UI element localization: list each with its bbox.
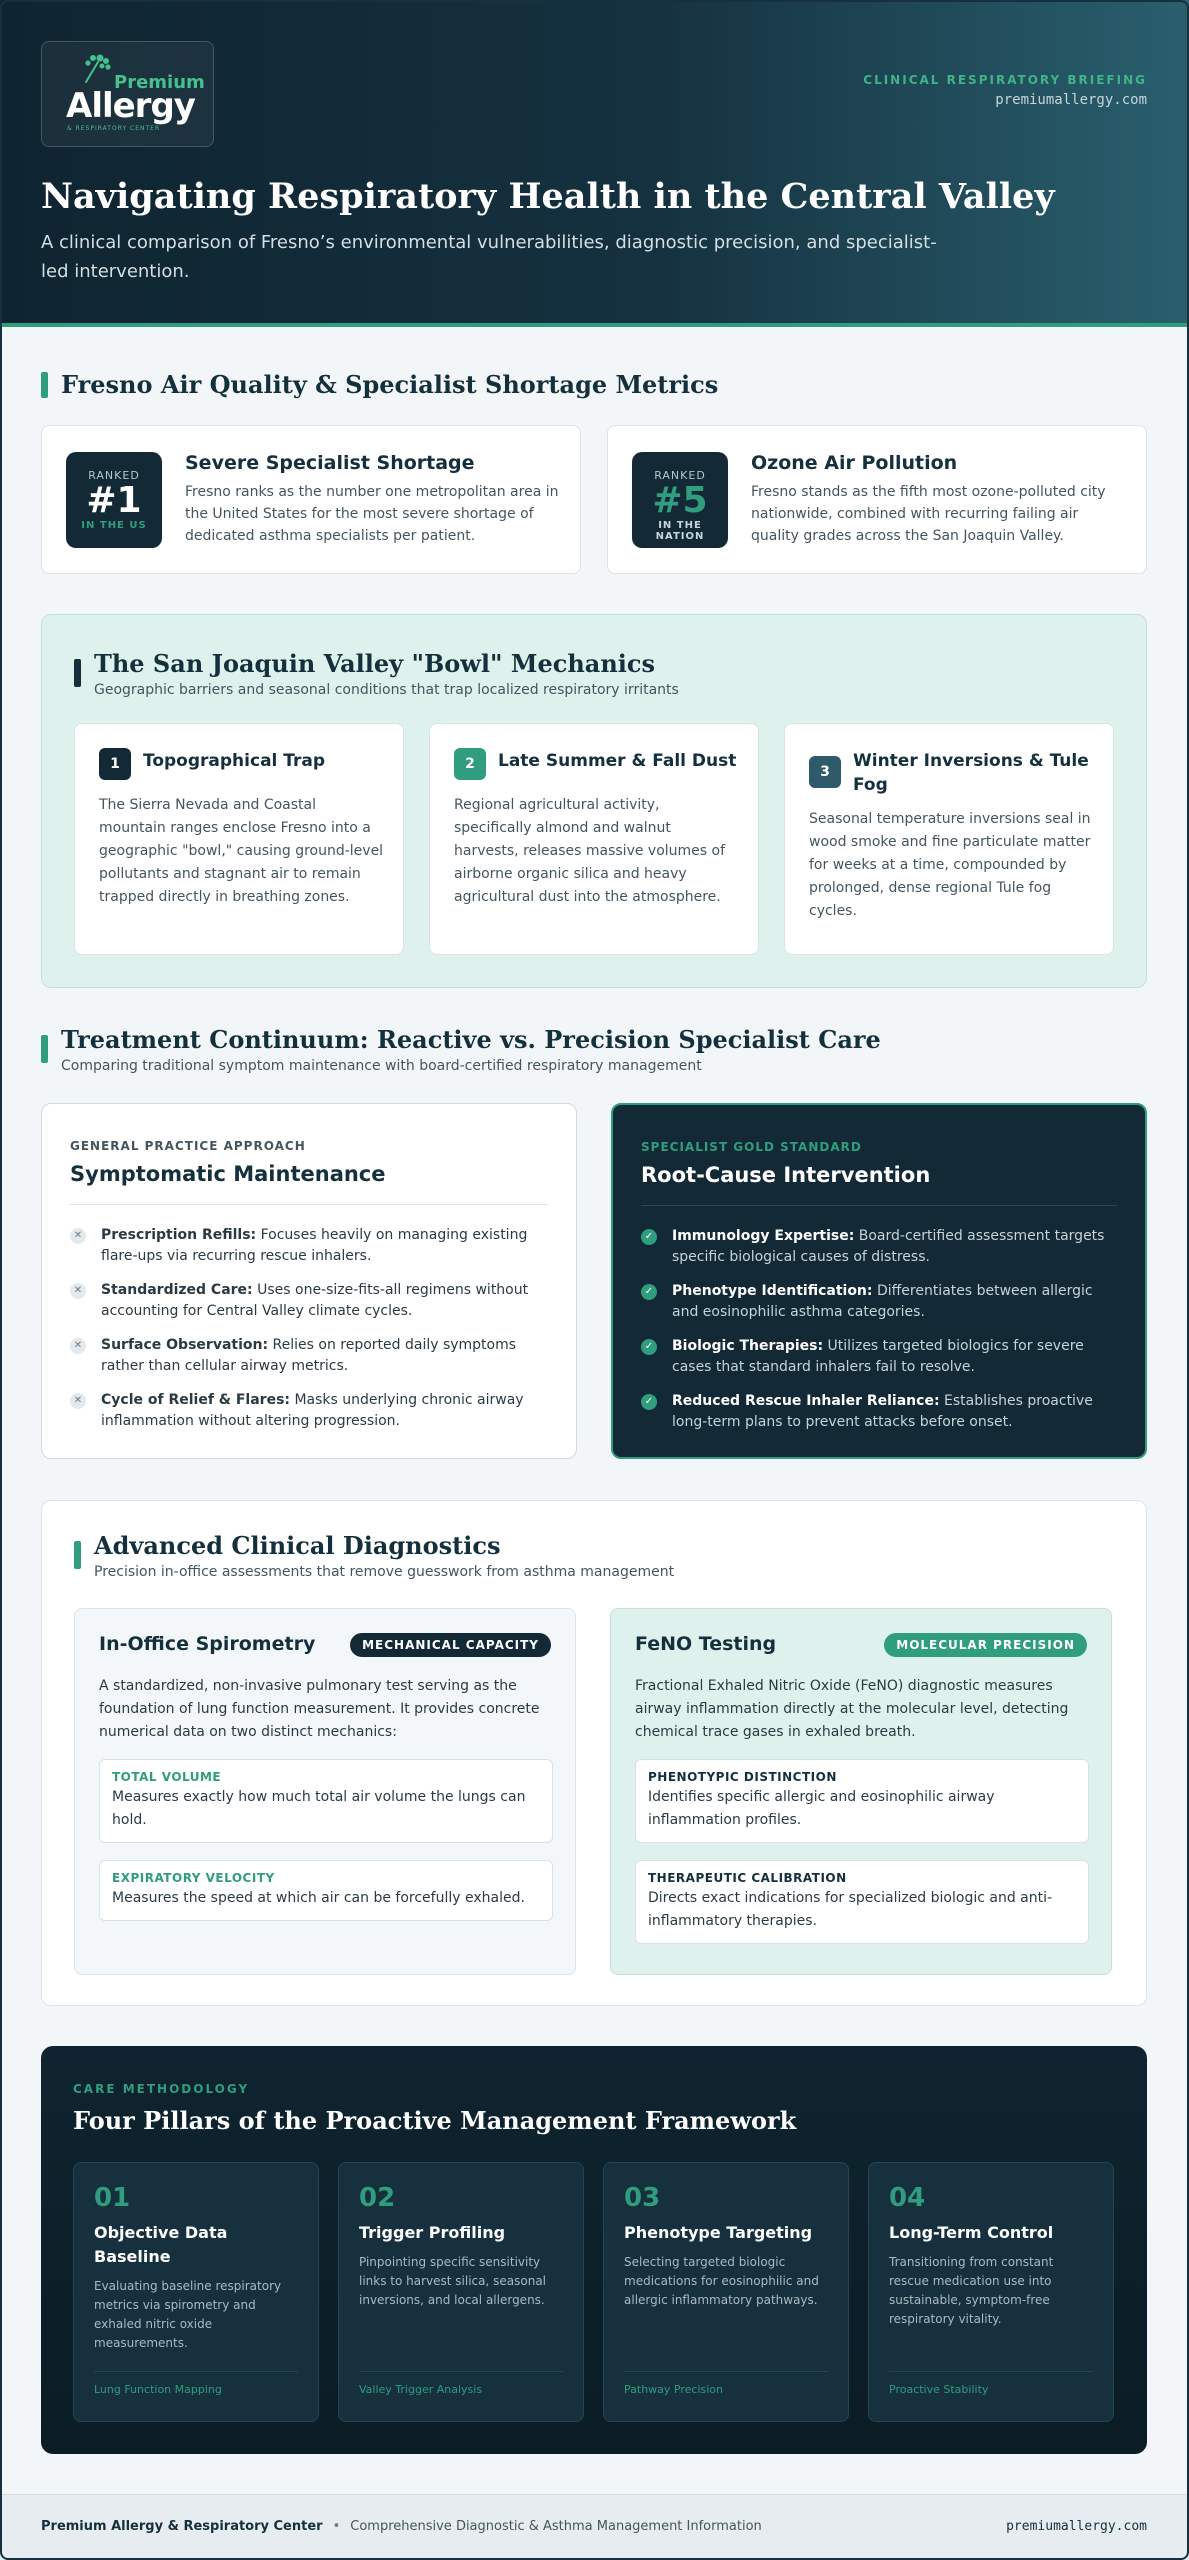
footer-org: Premium Allergy & Respiratory Center	[41, 2519, 323, 2534]
pillar-title: Phenotype Targeting	[624, 2223, 813, 2242]
feno-card	[610, 1608, 1112, 1975]
metric-text: Fresno stands as the fifth most ozone-polluted city nationwide, combined with recurring failing air quality grades across the San Joaquin Valley.	[751, 484, 1106, 544]
section-title: Fresno Air Quality & Specialist Shortage Metrics	[61, 370, 719, 399]
metric-card-ozone-pollution	[607, 425, 1147, 574]
metrics-section-heading	[41, 370, 718, 399]
metric-text: Fresno ranks as the number one metropolitan area in the United States for the most severe shortage of dedicated asthma specialists per patient.	[185, 484, 559, 544]
x-icon: ✕	[70, 1338, 86, 1354]
divider	[641, 1205, 1117, 1206]
item-label: Phenotype Identification:	[672, 1283, 873, 1299]
pillars-title: Four Pillars of the Proactive Management Framework	[73, 2106, 797, 2135]
checkmark-icon: ✓	[641, 1339, 657, 1355]
specialist-list-item	[641, 1391, 1121, 1433]
item-label: Biologic Therapies:	[672, 1338, 824, 1354]
bowl-heading	[74, 649, 679, 698]
section-accent-bar	[41, 1035, 48, 1063]
metric-box-heading: EXPIRATORY VELOCITY	[112, 1871, 275, 1885]
item-label: Surface Observation:	[101, 1337, 269, 1353]
footer-description: Comprehensive Diagnostic & Asthma Management Information	[350, 2519, 762, 2534]
card-text: A standardized, non-invasive pulmonary test serving as the foundation of lung function measurement. It provides concrete numerical data on two distinct mechanics:	[99, 1678, 540, 1740]
pillar-number: 02	[359, 2183, 396, 2213]
metric-box-heading: PHENOTYPIC DISTINCTION	[648, 1770, 837, 1784]
pillar-card-trigger-profiling	[338, 2162, 584, 2422]
item-label: Standardized Care:	[101, 1282, 253, 1298]
bowl-card-text: Seasonal temperature inversions seal in wood smoke and fine particulate matter for weeks at a time, compounded by prolonged, dense regional Tule fog cycles.	[809, 811, 1091, 919]
page-subtitle: A clinical comparison of Fresno’s environmental vulnerabilities, diagnostic precision, and specialist-led intervention.	[41, 232, 937, 282]
section-subtitle: Precision in-office assessments that remove guesswork from asthma management	[94, 1564, 675, 1580]
item-text: Relies on reported daily symptoms rather than cellular airway metrics.	[101, 1337, 517, 1374]
status-badge: MECHANICAL CAPACITY	[350, 1633, 551, 1657]
spirometry-card	[74, 1608, 576, 1975]
item-text: Uses one-size-fits-all regimens without accounting for Central Valley climate cycles.	[101, 1282, 529, 1319]
metric-box-total-volume	[99, 1759, 553, 1843]
header-site-link[interactable]: premiumallergy.com	[995, 92, 1147, 108]
metric-box-text: Directs exact indications for specialized biologic and anti-inflammatory therapies.	[648, 1890, 1053, 1929]
bowl-card-title: Late Summer & Fall Dust	[498, 751, 737, 771]
bowl-card-topographical-trap	[74, 723, 404, 955]
sparkle-icon	[78, 52, 114, 84]
bowl-card-title: Topographical Trap	[143, 751, 326, 771]
pillar-card-phenotype-targeting	[603, 2162, 849, 2422]
metric-card-specialist-shortage	[41, 425, 581, 574]
rank-scope: IN THE NATION	[655, 520, 705, 542]
pillar-tag: Lung Function Mapping	[94, 2383, 222, 2396]
section-title: The San Joaquin Valley "Bowl" Mechanics	[94, 649, 656, 678]
footer-separator: •	[332, 2519, 341, 2534]
rank-label: RANKED	[654, 469, 706, 482]
page-title: Navigating Respiratory Health in the Central Valley	[41, 176, 1055, 217]
metric-title: Ozone Air Pollution	[751, 452, 958, 474]
pillar-number: 03	[624, 2183, 661, 2213]
card-title: Symptomatic Maintenance	[70, 1162, 386, 1186]
divider	[624, 2371, 828, 2372]
bowl-mechanics-panel	[41, 614, 1147, 988]
gp-list-item	[70, 1280, 550, 1322]
footer-site-link[interactable]: premiumallergy.com	[1006, 2519, 1147, 2534]
metric-title: Severe Specialist Shortage	[185, 452, 475, 474]
item-label: Prescription Refills:	[101, 1227, 257, 1243]
pillar-title: Trigger Profiling	[359, 2223, 506, 2242]
pillar-number: 04	[889, 2183, 926, 2213]
item-text: Establishes proactive long-term plans to prevent attacks before onset.	[672, 1393, 1093, 1430]
specialist-list-item	[641, 1336, 1121, 1378]
divider	[359, 2371, 563, 2372]
pillar-text: Selecting targeted biologic medications for eosinophilic and allergic inflammatory pathways.	[624, 2255, 819, 2307]
general-practice-card	[41, 1103, 577, 1459]
metric-box-text: Measures exactly how much total air volume the lungs can hold.	[112, 1789, 526, 1828]
rank-badge	[632, 452, 728, 548]
rank-scope: IN THE US	[81, 520, 147, 531]
pillar-number: 01	[94, 2183, 131, 2213]
card-title: In-Office Spirometry	[99, 1633, 316, 1655]
bowl-card-text: The Sierra Nevada and Coastal mountain ranges enclose Fresno into a geographic "bowl," causing ground-level pollutants and stagnant air to remain trapped directly in breathing zones.	[99, 797, 384, 905]
x-icon: ✕	[70, 1393, 86, 1409]
specialist-list-item	[641, 1281, 1121, 1323]
bowl-card-title: Winter Inversions & Tule Fog	[853, 751, 1089, 795]
section-accent-bar	[74, 659, 81, 687]
section-title: Treatment Continuum: Reactive vs. Precision Specialist Care	[61, 1025, 881, 1054]
step-number-badge: 1	[99, 748, 131, 780]
pillar-tag: Pathway Precision	[624, 2383, 723, 2396]
rank-number: #5	[652, 480, 708, 521]
x-icon: ✕	[70, 1283, 86, 1299]
bowl-card-summer-dust	[429, 723, 759, 955]
item-text: Board-certified assessment targets specific biological causes of distress.	[672, 1228, 1105, 1265]
treatment-section-heading	[41, 1025, 881, 1074]
step-number-badge: 2	[454, 748, 486, 780]
metric-box-text: Measures the speed at which air can be forcefully exhaled.	[112, 1890, 525, 1906]
status-badge: MOLECULAR PRECISION	[884, 1633, 1087, 1657]
card-title: FeNO Testing	[635, 1633, 777, 1655]
section-accent-bar	[41, 372, 48, 398]
item-label: Cycle of Relief & Flares:	[101, 1392, 291, 1408]
section-accent-bar	[74, 1541, 81, 1569]
divider	[70, 1204, 548, 1205]
specialist-card	[611, 1103, 1147, 1459]
specialist-list-item	[641, 1226, 1121, 1268]
pillar-card-objective-data	[73, 2162, 319, 2422]
metric-box-text: Identifies specific allergic and eosinophilic airway inflammation profiles.	[648, 1789, 995, 1828]
pillars-kicker: CARE METHODOLOGY	[73, 2082, 250, 2096]
item-label: Reduced Rescue Inhaler Reliance:	[672, 1393, 940, 1409]
card-text: Fractional Exhaled Nitric Oxide (FeNO) diagnostic measures airway inflammation directly at the molecular level, detecting chemical trace gases in exhaled breath.	[635, 1678, 1069, 1740]
logo-premium-text: Premium	[114, 72, 205, 93]
footer-info	[41, 2519, 762, 2534]
item-text: Masks underlying chronic airway inflammation without altering progression.	[101, 1392, 524, 1429]
divider	[889, 2371, 1093, 2372]
pillar-text: Evaluating baseline respiratory metrics via spirometry and exhaled nitric oxide measurements.	[94, 2279, 282, 2350]
pillar-tag: Proactive Stability	[889, 2383, 989, 2396]
checkmark-icon: ✓	[641, 1394, 657, 1410]
item-text: Focuses heavily on managing existing flare-ups via recurring rescue inhalers.	[101, 1227, 528, 1264]
gp-list-item	[70, 1390, 550, 1432]
bowl-card-winter-inversions	[784, 723, 1114, 955]
metric-box-heading: TOTAL VOLUME	[112, 1770, 222, 1784]
footer	[0, 2494, 1189, 2560]
card-kicker: SPECIALIST GOLD STANDARD	[641, 1140, 862, 1154]
gp-list-item	[70, 1335, 550, 1377]
metric-box-heading: THERAPEUTIC CALIBRATION	[648, 1871, 847, 1885]
pillar-title: Objective Data Baseline	[94, 2223, 228, 2266]
x-icon: ✕	[70, 1228, 86, 1244]
logo-allergy-text: Allergy	[66, 86, 195, 126]
pillar-tag: Valley Trigger Analysis	[359, 2383, 483, 2396]
diagnostics-panel	[41, 1500, 1147, 2006]
checkmark-icon: ✓	[641, 1229, 657, 1245]
logo-subtitle: & RESPIRATORY CENTER	[67, 125, 161, 132]
metric-box-expiratory-velocity	[99, 1860, 553, 1921]
briefing-label: CLINICAL RESPIRATORY BRIEFING	[863, 73, 1147, 87]
metric-box-phenotypic-distinction	[635, 1759, 1089, 1843]
rank-label: RANKED	[88, 469, 140, 482]
pillars-panel	[41, 2046, 1147, 2454]
section-subtitle: Geographic barriers and seasonal conditions that trap localized respiratory irritants	[94, 682, 679, 698]
metric-box-therapeutic-calibration	[635, 1860, 1089, 1944]
logo[interactable]	[41, 41, 214, 147]
step-number-badge: 3	[809, 756, 841, 788]
card-title: Root-Cause Intervention	[641, 1163, 931, 1187]
diagnostics-heading	[74, 1531, 674, 1580]
item-text: Utilizes targeted biologics for severe cases that standard inhalers fail to resolve.	[672, 1338, 1084, 1375]
section-title: Advanced Clinical Diagnostics	[94, 1531, 501, 1560]
rank-number: #1	[86, 480, 142, 521]
card-kicker: GENERAL PRACTICE APPROACH	[70, 1139, 306, 1153]
gp-list-item	[70, 1225, 550, 1267]
pillar-text: Pinpointing specific sensitivity links to harvest silica, seasonal inversions, and local allergens.	[359, 2255, 547, 2307]
item-text: Differentiates between allergic and eosinophilic asthma categories.	[672, 1283, 1093, 1320]
pillar-text: Transitioning from constant rescue medication use into sustainable, symptom-free respiratory vitality.	[889, 2255, 1054, 2326]
pillar-card-long-term-control	[868, 2162, 1114, 2422]
checkmark-icon: ✓	[641, 1284, 657, 1300]
item-label: Immunology Expertise:	[672, 1228, 855, 1244]
header-banner	[0, 0, 1189, 327]
bowl-card-text: Regional agricultural activity, specifically almond and walnut harvests, releases massive volumes of airborne organic silica and heavy agricultural dust into the atmosphere.	[454, 797, 726, 905]
section-subtitle: Comparing traditional symptom maintenance with board-certified respiratory management	[61, 1058, 702, 1074]
rank-badge	[66, 452, 162, 548]
divider	[94, 2371, 298, 2372]
pillar-title: Long-Term Control	[889, 2223, 1054, 2242]
